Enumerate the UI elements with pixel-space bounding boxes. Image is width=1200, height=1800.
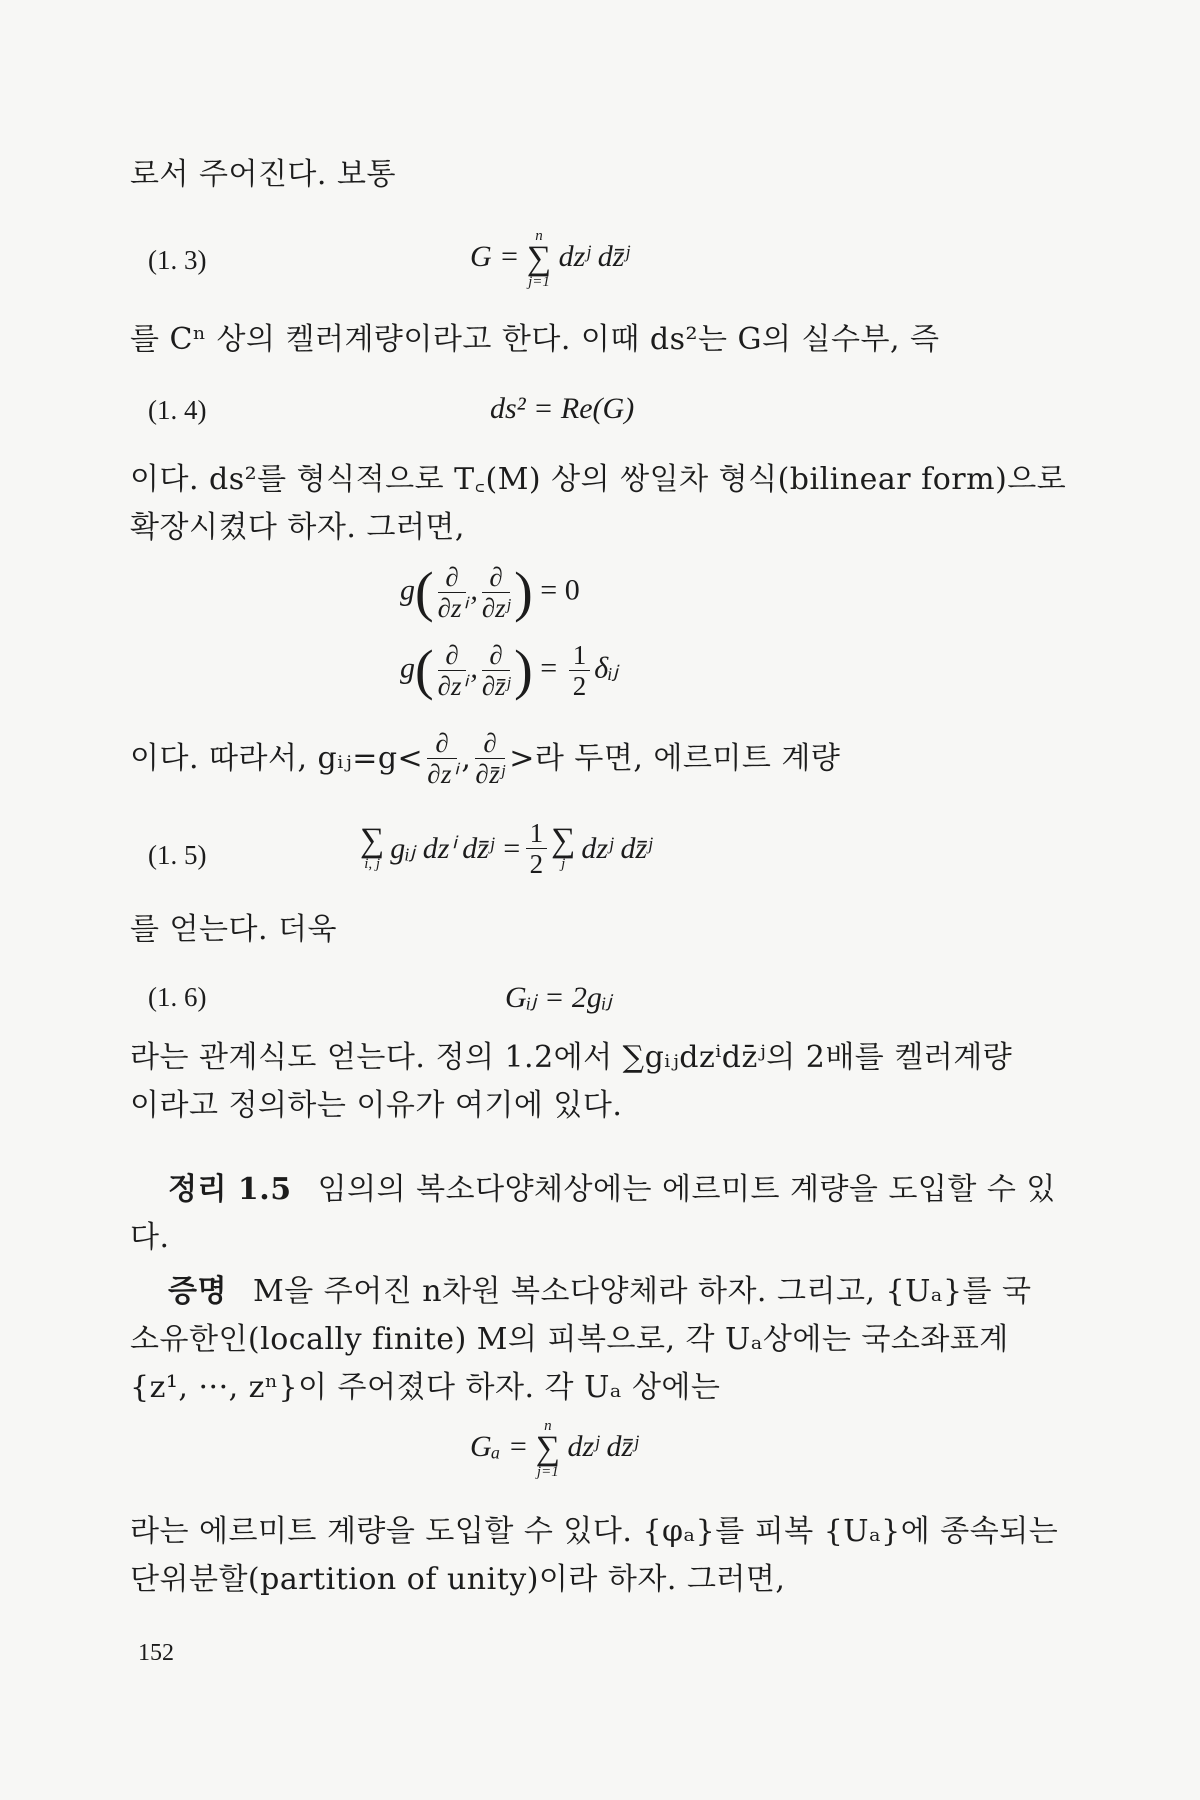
equation-1-3 bbox=[470, 228, 629, 290]
text-line: 라는 에르미트 계량을 도입할 수 있다. {φₐ}를 피복 {Uₐ}에 종속되는 bbox=[130, 1514, 1059, 1549]
eq-rhs: dzʲ dz̄ʲ bbox=[558, 239, 630, 273]
summation-icon: ∑ j bbox=[551, 821, 576, 872]
theorem-title: 정리 1.5 bbox=[168, 1172, 292, 1207]
eq-rhs: = 0 bbox=[540, 573, 580, 607]
eq-g: g bbox=[400, 573, 415, 607]
proof-body: M을 주어진 n차원 복소다양체라 하자. 그리고, {Uₐ}를 국 bbox=[253, 1274, 1032, 1309]
eq-g: g bbox=[400, 651, 415, 685]
text-line-with-fractions: 이다. 따라서, gᵢⱼ=g< $\frac{\partial}{\text{∂zⁱ}}$ , $\frac{\partial}{\text{∂z̄ʲ}}$ >라 두면, 에르미트 계량 bbox=[130, 728, 841, 789]
metric-equation-1: g( $\frac{\partial}{\text{∂zⁱ}}$ , $\frac{\partial}{\text{∂zʲ}}$ ) = 0 bbox=[400, 561, 580, 624]
half-fraction: $\frac{1}{2}$ bbox=[526, 818, 548, 879]
text-line: 이다. ds²를 형식적으로 T꜀(M) 상의 쌍일차 형식(bilinear form)으로 bbox=[130, 462, 1067, 497]
proof bbox=[168, 1272, 1032, 1312]
partial-fraction: $\frac{\partial}{\text{∂zʲ}}$ bbox=[481, 562, 511, 623]
summation-icon: n ∑ j=1 bbox=[535, 1418, 560, 1480]
equation-number: (1. 6) bbox=[148, 982, 207, 1012]
proof-title: 증명 bbox=[168, 1274, 227, 1309]
sum-upper: n bbox=[535, 228, 543, 244]
partial-fraction: $\frac{\partial}{\text{∂zⁱ}}$ bbox=[437, 562, 467, 623]
text-line: 단위분할(partition of unity)이라 하자. 그러면, bbox=[130, 1562, 786, 1597]
page-number: 152 bbox=[138, 1640, 174, 1666]
eq-lhs: G = bbox=[470, 239, 520, 273]
text-line: 로서 주어진다. 보통 bbox=[130, 157, 396, 192]
text-line: 라는 관계식도 얻는다. 정의 1.2에서 ∑gᵢⱼdzⁱdz̄ʲ의 2배를 켈러계량 bbox=[130, 1040, 1013, 1075]
text-line: 확장시켰다 하자. 그러면, bbox=[130, 510, 465, 545]
sum-lower: j=1 bbox=[528, 274, 550, 290]
equation-1-4: ds² = Re(G) bbox=[490, 392, 635, 425]
summation-icon: ∑ i, j bbox=[360, 821, 385, 872]
text-line: 를 Cⁿ 상의 켈러계량이라고 한다. 이때 ds²는 G의 실수부, 즉 bbox=[130, 322, 940, 357]
equation-number: (1. 3) bbox=[148, 245, 207, 275]
kronecker-delta: δᵢⱼ bbox=[594, 651, 619, 685]
partial-fraction: $\frac{\partial}{\text{∂z̄ʲ}}$ bbox=[475, 728, 506, 789]
partial-fraction: $\frac{\partial}{\text{∂zⁱ}}$ bbox=[427, 728, 458, 789]
equation-1-6: Gᵢⱼ = 2gᵢⱼ bbox=[505, 981, 612, 1014]
theorem bbox=[168, 1170, 1056, 1210]
theorem-body: 임의의 복소다양체상에는 에르미트 계량을 도입할 수 있 bbox=[317, 1172, 1056, 1207]
text-line: {z¹, ···, zⁿ}이 주어졌다 하자. 각 Uₐ 상에는 bbox=[130, 1370, 721, 1405]
text-line: 다. bbox=[130, 1220, 170, 1255]
equation-number: (1. 5) bbox=[148, 840, 207, 870]
equation-1-5: ∑ i, j gᵢⱼ dzⁱ dz̄ʲ = $\frac{1}{2}$ ∑ j dzʲ dz̄ʲ bbox=[360, 818, 653, 879]
text-line: 소유한인(locally finite) M의 피복으로, 각 Uₐ상에는 국소좌표계 bbox=[130, 1322, 1009, 1357]
summation-icon: n ∑ j=1 bbox=[526, 228, 552, 290]
text-line: 를 얻는다. 더욱 bbox=[130, 912, 337, 947]
equation-number: (1. 4) bbox=[148, 395, 207, 425]
partial-fraction: $\frac{\partial}{\text{∂zⁱ}}$ bbox=[437, 640, 467, 701]
half-fraction: $\frac{1}{2}$ bbox=[569, 640, 591, 701]
text-line: 이라고 정의하는 이유가 여기에 있다. bbox=[130, 1088, 623, 1123]
partial-fraction: $\frac{\partial}{\text{∂z̄ʲ}}$ bbox=[481, 640, 511, 701]
metric-equation-2: g( $\frac{\partial}{\text{∂zⁱ}}$ , $\frac{\partial}{\text{∂z̄ʲ}}$ ) = $\frac{1}{2}$ δᵢⱼ bbox=[400, 639, 619, 702]
equation-g-alpha: Gₐ = n ∑ j=1 dzʲ dz̄ʲ bbox=[470, 1418, 639, 1480]
